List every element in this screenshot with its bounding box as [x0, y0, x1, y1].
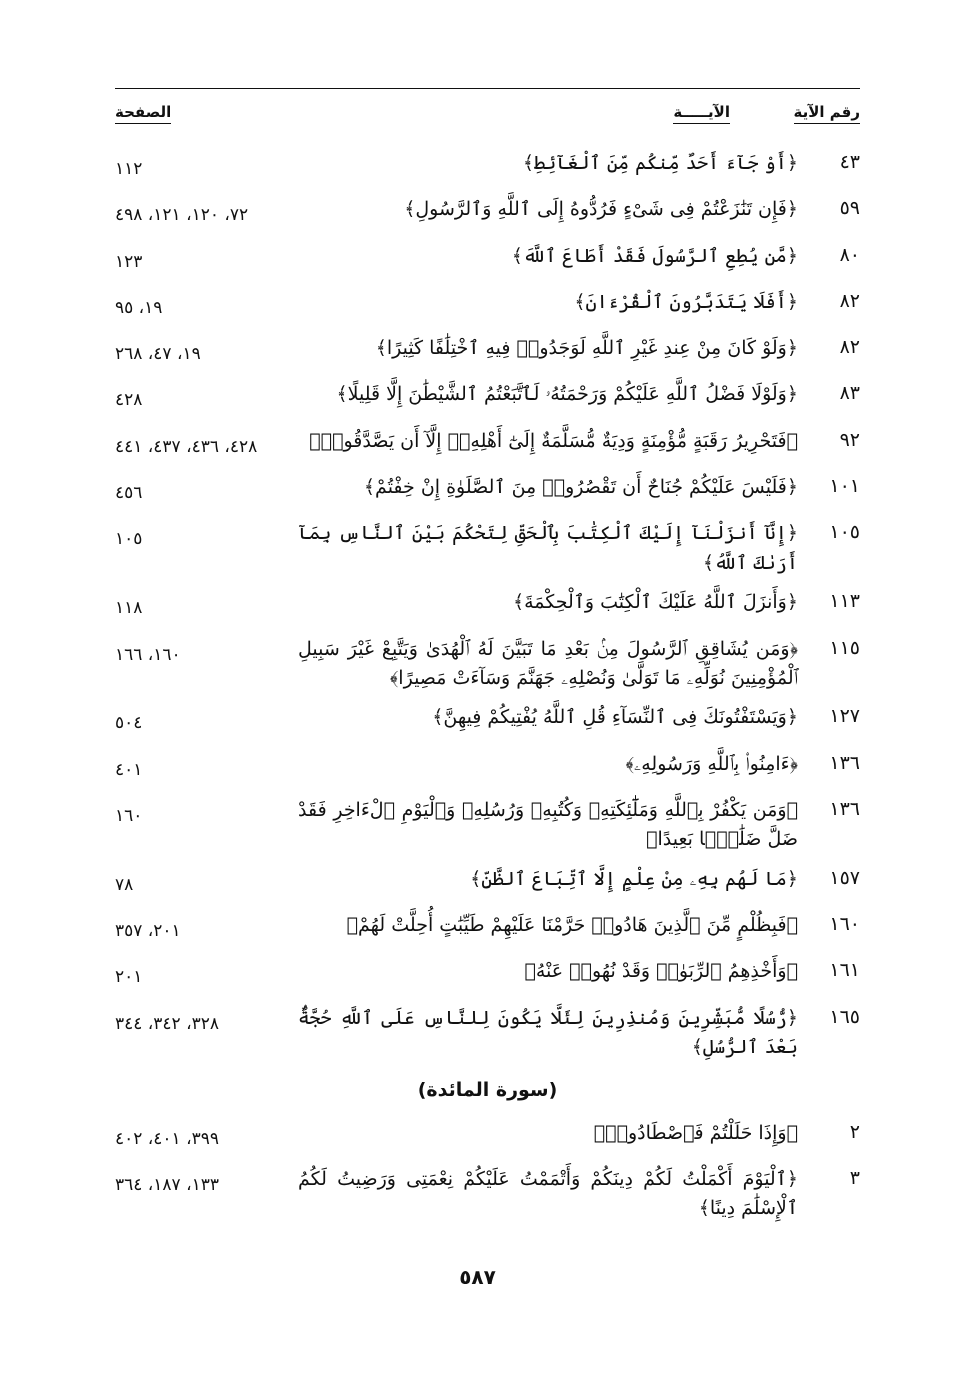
index-row	[115, 911, 860, 947]
ayah-text: ﴿وَلَوْلَا فَضْلُ ٱللَّهِ عَلَيْكُمْ وَرَحْمَتُهُۥ لَٱتَّبَعْتُمُ ٱلشَّيْطَٰنَ إِلَّا قَلِيلًا﴾	[336, 383, 798, 406]
header-page: الصفحة	[115, 103, 171, 124]
index-row	[115, 380, 860, 416]
ayah-number: ١٠٥	[829, 521, 860, 544]
ayah-text: ﴿أَفَلَا يَتَدَبَّرُونَ ٱلْقُرْءَانَ﴾	[574, 290, 798, 313]
index-row	[115, 473, 860, 509]
ayah-text: ﴿إِنَّآ أَنزَلْنَآ إِلَيْكَ ٱلْكِتَٰبَ بِٱلْحَقِّ لِتَحْكُمَ بَيْنَ ٱلنَّاسِ بِمَآ أَرَىٰكَ ٱللَّهُ﴾	[298, 522, 798, 574]
surah-title: (سورة المائدة)	[417, 1078, 558, 1101]
page-references: ١١٢	[115, 159, 143, 179]
ayah-number: ١٦١	[829, 959, 860, 982]
ayah-number: ١١٥	[829, 636, 860, 659]
ayah-number: ٢	[849, 1120, 860, 1143]
ayah-number: ١٦٥	[829, 1005, 860, 1028]
ayah-text: ﴿وَأَخْذِهِمُ ٱلرِّبَوٰا۟ وَقَدْ نُهُوا۟ عَنْهُ﴾	[524, 960, 798, 983]
ayah-number: ٣	[849, 1166, 860, 1189]
page-number: ٥٨٧	[459, 1265, 496, 1289]
ayah-number: ١٦٠	[829, 913, 860, 936]
ayah-number: ١٣٦	[829, 751, 860, 774]
ayah-text: ﴿وَلَوْ كَانَ مِنْ عِندِ غَيْرِ ٱللَّهِ لَوَجَدُوا۟ فِيهِ ٱخْتِلَٰفًا كَثِيرًا﴾	[375, 337, 798, 360]
rows-surah-nisa	[115, 149, 860, 1063]
ayah-number: ٨٠	[839, 243, 860, 266]
page-references: ١٠٥	[115, 529, 143, 550]
ayah-text: ﴿أَوْ جَآءَ أَحَدٌ مِّنكُم مِّنَ ٱلْغَآئِطِ﴾	[522, 152, 798, 174]
index-row	[115, 1165, 860, 1224]
index-row	[115, 195, 860, 231]
ayah-number: ٨٢	[839, 289, 860, 312]
page-references: ٣٩٩، ٤٠١، ٤٠٢	[115, 1128, 219, 1149]
ayah-number: ١٥٧	[829, 866, 860, 889]
index-row	[115, 334, 860, 370]
index-row	[115, 1004, 860, 1063]
index-page	[115, 88, 860, 1234]
page-references: ٣٢٨، ٣٤٢، ٣٤٤	[115, 1013, 219, 1034]
page-references: ١٦٠، ١٦٦	[115, 644, 181, 665]
ayah-number: ٨٢	[839, 336, 860, 359]
top-rule	[115, 88, 860, 89]
page-references: ٤٥٦	[115, 483, 143, 504]
ayah-text: ﴿فَلَيْسَ عَلَيْكُمْ جُنَاحٌ أَن تَقْصُرُوا۟ مِنَ ٱلصَّلَوٰةِ إِنْ خِفْتُمْ﴾	[363, 476, 798, 499]
page-references: ٧٢، ١٢٠، ١٢١، ٤٩٨	[115, 205, 249, 226]
index-row	[115, 957, 860, 993]
ayah-text: ﴿وَمَن يُشَاقِقِ ٱلرَّسُولَ مِنۢ بَعْدِ مَا تَبَيَّنَ لَهُ ٱلْهُدَىٰ وَيَتَّبِعْ غَيْرَ سَبِيلِ ٱلْمُؤْمِنِينَ نُوَلِّهِۦ مَا تَوَلَّىٰ وَنُصْلِهِۦ جَهَنَّمَ وَسَآءَتْ مَصِيرًا﴾	[298, 637, 798, 689]
column-header	[115, 99, 860, 129]
index-row	[115, 635, 860, 694]
index-row	[115, 588, 860, 624]
page-references: ٤٢٨	[115, 390, 143, 411]
ayah-number: ١٢٧	[829, 705, 860, 728]
ayah-number: ٨٣	[839, 382, 860, 405]
index-row	[115, 750, 860, 786]
rows-surah-maidah	[115, 1119, 860, 1224]
page-references: ١٢٣	[115, 251, 143, 272]
index-row	[115, 519, 860, 578]
index-row	[115, 865, 860, 901]
page-references: ١١٨	[115, 598, 143, 619]
page-references: ٧٨	[115, 874, 134, 895]
ayah-text: ﴿وَأَنزَلَ ٱللَّهُ عَلَيْكَ ٱلْكِتَٰبَ وَٱلْحِكْمَةَ﴾	[512, 591, 798, 614]
ayah-text: ﴿فَتَحْرِيرُ رَقَبَةٍ مُّؤْمِنَةٍ وَدِيَةٌ مُّسَلَّمَةٌ إِلَىٰٓ أَهْلِهِۦٓ إِلَّآ أَن يَصَّدَّقُوا۟﴾	[309, 429, 798, 452]
ayah-text: ﴿رُّسُلًا مُّبَشِّرِينَ وَمُنذِرِينَ لِئَلَّا يَكُونَ لِلنَّاسِ عَلَى ٱللَّهِ حُجَّةٌۢ بَعْدَ ٱلرُّسُلِ﴾	[298, 1006, 798, 1059]
ayah-number: ١١٣	[829, 590, 860, 613]
page-references: ٤٢٨، ٤٣٦، ٤٣٧، ٤٤١	[115, 436, 258, 457]
index-row	[115, 1119, 860, 1155]
index-row	[115, 703, 860, 739]
index-row	[115, 288, 860, 324]
header-ayah-number: رقم الآية	[794, 103, 860, 124]
ayah-text: ﴿وَيَسْتَفْتُونَكَ فِى ٱلنِّسَآءِ قُلِ ٱللَّهُ يُفْتِيكُمْ فِيهِنَّ﴾	[432, 706, 798, 729]
page-references: ٢٠١، ٣٥٧	[115, 921, 181, 942]
index-row	[115, 796, 860, 855]
page-references: ١٩، ٤٧، ٢٦٨	[115, 344, 201, 365]
index-row	[115, 427, 860, 463]
index-row	[115, 242, 860, 278]
ayah-number: ٥٩	[839, 197, 860, 220]
page-references: ٥٠٤	[115, 713, 143, 734]
ayah-number: ٩٢	[839, 428, 860, 451]
ayah-text: ﴿فَإِن تَنَٰزَعْتُمْ فِى شَىْءٍ فَرُدُّوهُ إِلَى ٱللَّهِ وَٱلرَّسُولِ﴾	[404, 198, 798, 221]
page-references: ٤٠١	[115, 759, 143, 780]
page-references: ١٦٠	[115, 806, 143, 827]
ayah-number: ١٠١	[829, 475, 860, 498]
ayah-text: ﴿وَإِذَا حَلَلْتُمْ فَٱصْطَادُوا۟﴾	[593, 1121, 798, 1144]
ayah-text: ﴿مَّن يُطِعِ ٱلرَّسُولَ فَقَدْ أَطَاعَ ٱللَّهَ﴾	[511, 244, 798, 267]
ayah-text: ﴿وَمَن يَكْفُرْ بِٱللَّهِ وَمَلَٰٓئِكَتِهِۦ وَكُتُبِهِۦ وَرُسُلِهِۦ وَٱلْيَوْمِ ٱلْءَاخِرِ فَقَدْ ضَلَّ ضَلَٰلًۢا بَعِيدًا﴾	[298, 799, 798, 851]
ayah-text: ﴿فَبِظُلْمٍ مِّنَ ٱلَّذِينَ هَادُوا۟ حَرَّمْنَا عَلَيْهِمْ طَيِّبَٰتٍ أُحِلَّتْ لَهُمْ﴾	[346, 914, 798, 937]
ayah-text: ﴿ءَامِنُوا۟ بِٱللَّهِ وَرَسُولِهِۦ﴾	[625, 752, 798, 775]
ayah-text: ﴿مَا لَهُم بِهِۦ مِنْ عِلْمٍ إِلَّا ٱتِّبَاعَ ٱلظَّنِّ﴾	[470, 867, 798, 890]
ayah-text: ﴿ٱلْيَوْمَ أَكْمَلْتُ لَكُمْ دِينَكُمْ وَأَتْمَمْتُ عَلَيْكُمْ نِعْمَتِى وَرَضِيتُ لَكُمُ ٱلْإِسْلَٰمَ دِينًا﴾	[298, 1167, 798, 1220]
page-references: ١٣٣، ١٨٧، ٣٦٤	[115, 1174, 219, 1195]
page-references: ١٩، ٩٥	[115, 297, 163, 318]
ayah-number: ١٣٦	[829, 798, 860, 821]
page-references: ٢٠١	[115, 967, 143, 988]
ayah-number: ٤٣	[839, 151, 860, 173]
index-row	[115, 149, 860, 185]
header-ayah: الآيـــــة	[673, 103, 730, 124]
